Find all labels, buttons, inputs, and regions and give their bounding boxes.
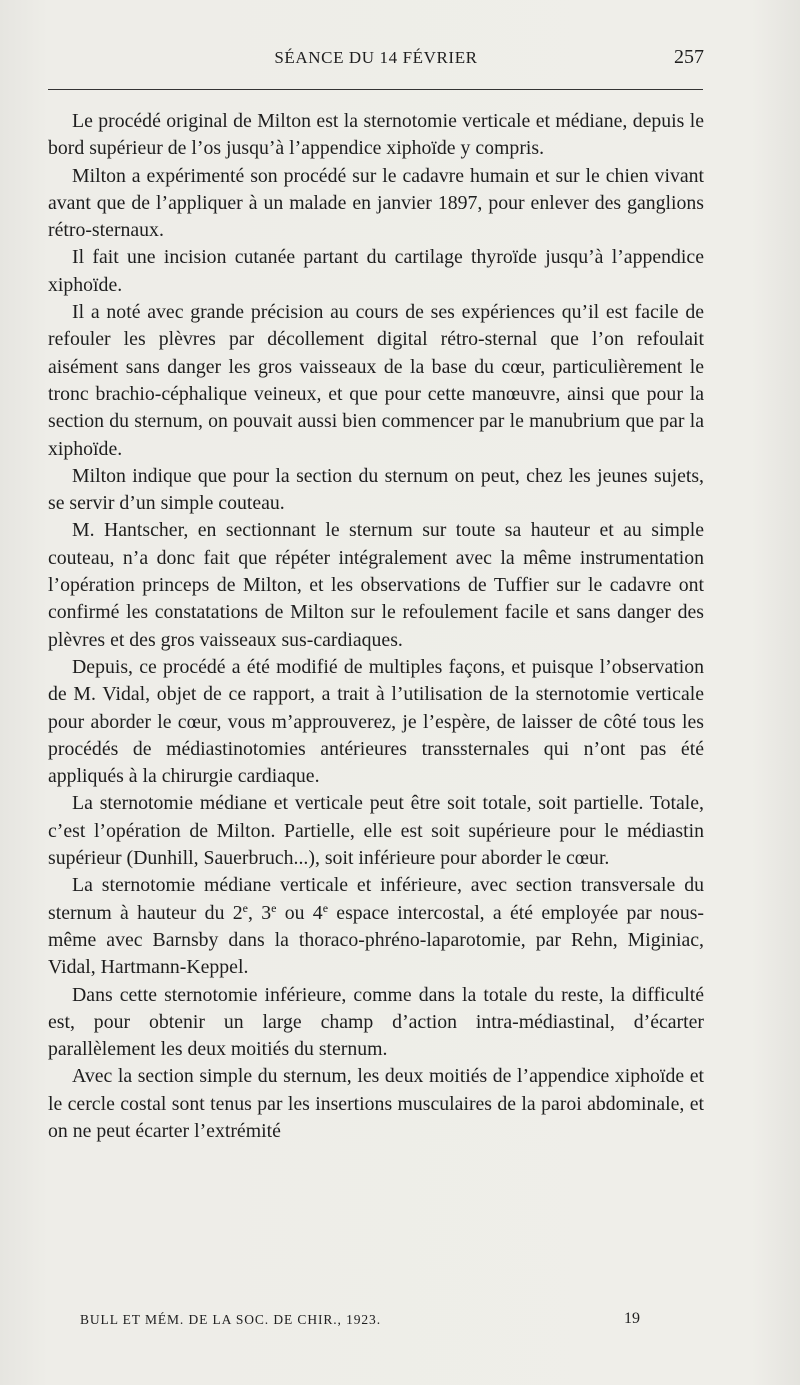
body-text [48,108,704,1145]
text-run: Depuis, ce procédé a été modifié de multiples façons, et puisque l’observation de M. Vidal, objet de ce rapport, a trait à l’utilisation de la sternotomie verticale pour aborder le cœur, vous m’approuverez, je l’espère, de laisser de côté tous les procédés de médiastinotomies antérieures transsternales qui n’ont pas été appliqués à la chirurgie cardiaque. [48,655,704,788]
paragraph [48,463,704,518]
journal-citation: BULL ET MÉM. DE LA SOC. DE CHIR., 1923. [80,1312,381,1327]
text-run: La sternotomie médiane et verticale peut être soit totale, soit partielle. Totale, c’est l’opération de Milton. Partielle, elle est soit supérieure pour le médiastin supérieur (Dunhill, Sauerbruch...), soit inférieure pour aborder le cœur. [48,792,704,870]
header-rule [48,89,703,90]
text-run: Milton indique que pour la section du sternum on peut, chez les jeunes sujets, se servir d’un simple couteau. [48,464,704,515]
text-run: Il a noté avec grande précision au cours de ses expériences qu’il est facile de refouler les plèvres par décollement digital rétro-sternal que l’on refoulait aisément sans danger les gros vaisseaux de la base du cœur, particulièrement le tronc brachio-céphalique veineux, et que pour cette manœuvre, ainsi que pour la section du sternum, on pouvait aussi bien commencer par le manubrium que par la xiphoïde. [48,301,704,460]
text-run: Le procédé original de Milton est la sternotomie verticale et médiane, depuis le bord supérieur de l’os jusqu’à l’appendice xiphoïde y compris. [48,110,704,160]
ordinal-superscript: e [242,900,248,915]
text-run: , 3 [247,901,272,924]
paragraph [48,517,704,653]
text-run: Il fait une incision cutanée partant du cartilage thyroïde jusqu’à l’appendice xiphoïde. [48,246,704,296]
paragraph [48,982,704,1064]
paragraph [48,163,704,245]
paragraph [48,872,704,981]
signature-mark: 19 [624,1310,640,1327]
text-run: Avec la section simple du sternum, les deux moitiés de l’appendice xiphoïde et le cercle costal sont tenus par les insertions musculaires de la paroi abdominale, et on ne peut écarter l’extrémité [48,1065,704,1142]
ordinal-superscript: e [271,900,277,915]
paragraph [48,244,704,299]
paragraph [48,654,704,790]
page-header [48,44,704,74]
paragraph [48,108,704,163]
text-run: ou 4 [276,901,323,924]
paragraph [48,1063,704,1145]
running-title: SÉANCE DU 14 FÉVRIER [274,48,478,67]
text-run: Dans cette sternotomie inférieure, comme dans la totale du reste, la difficulté est, pour obtenir un large champ d’action intra-médiastinal, d’écarter parallèlement les deux moitiés du sternum. [48,983,704,1061]
paragraph [48,299,704,463]
text-run: M. Hantscher, en sectionnant le sternum sur toute sa hauteur et au simple couteau, n’a donc fait que répéter intégralement avec la même instrumentation l’opération princeps de Milton, et les observations de Tuffier sur le cadavre ont confirmé les constatations de Milton sur le refoulement facile et sans danger des plèvres et des gros vaisseaux sus-cardiaques. [48,519,704,651]
text-run: Milton a expérimenté son procédé sur le cadavre humain et sur le chien vivant avant que de l’appliquer à un malade en janvier 1897, pour enlever des ganglions rétro-sternaux. [48,164,704,242]
page-footer [80,1312,640,1336]
text-run: espace intercostal, a été employée par nous-même avec Barnsby dans la thoraco-phréno-laparotomie, par Rehn, Miginiac, Vidal, Hartmann-Keppel. [48,901,705,979]
page-number: 257 [674,46,704,68]
text-run: La sternotomie médiane verticale et inférieure, avec section transversale du sternum à hauteur du 2 [48,874,704,924]
paragraph [48,790,704,872]
ordinal-superscript: e [322,900,329,915]
